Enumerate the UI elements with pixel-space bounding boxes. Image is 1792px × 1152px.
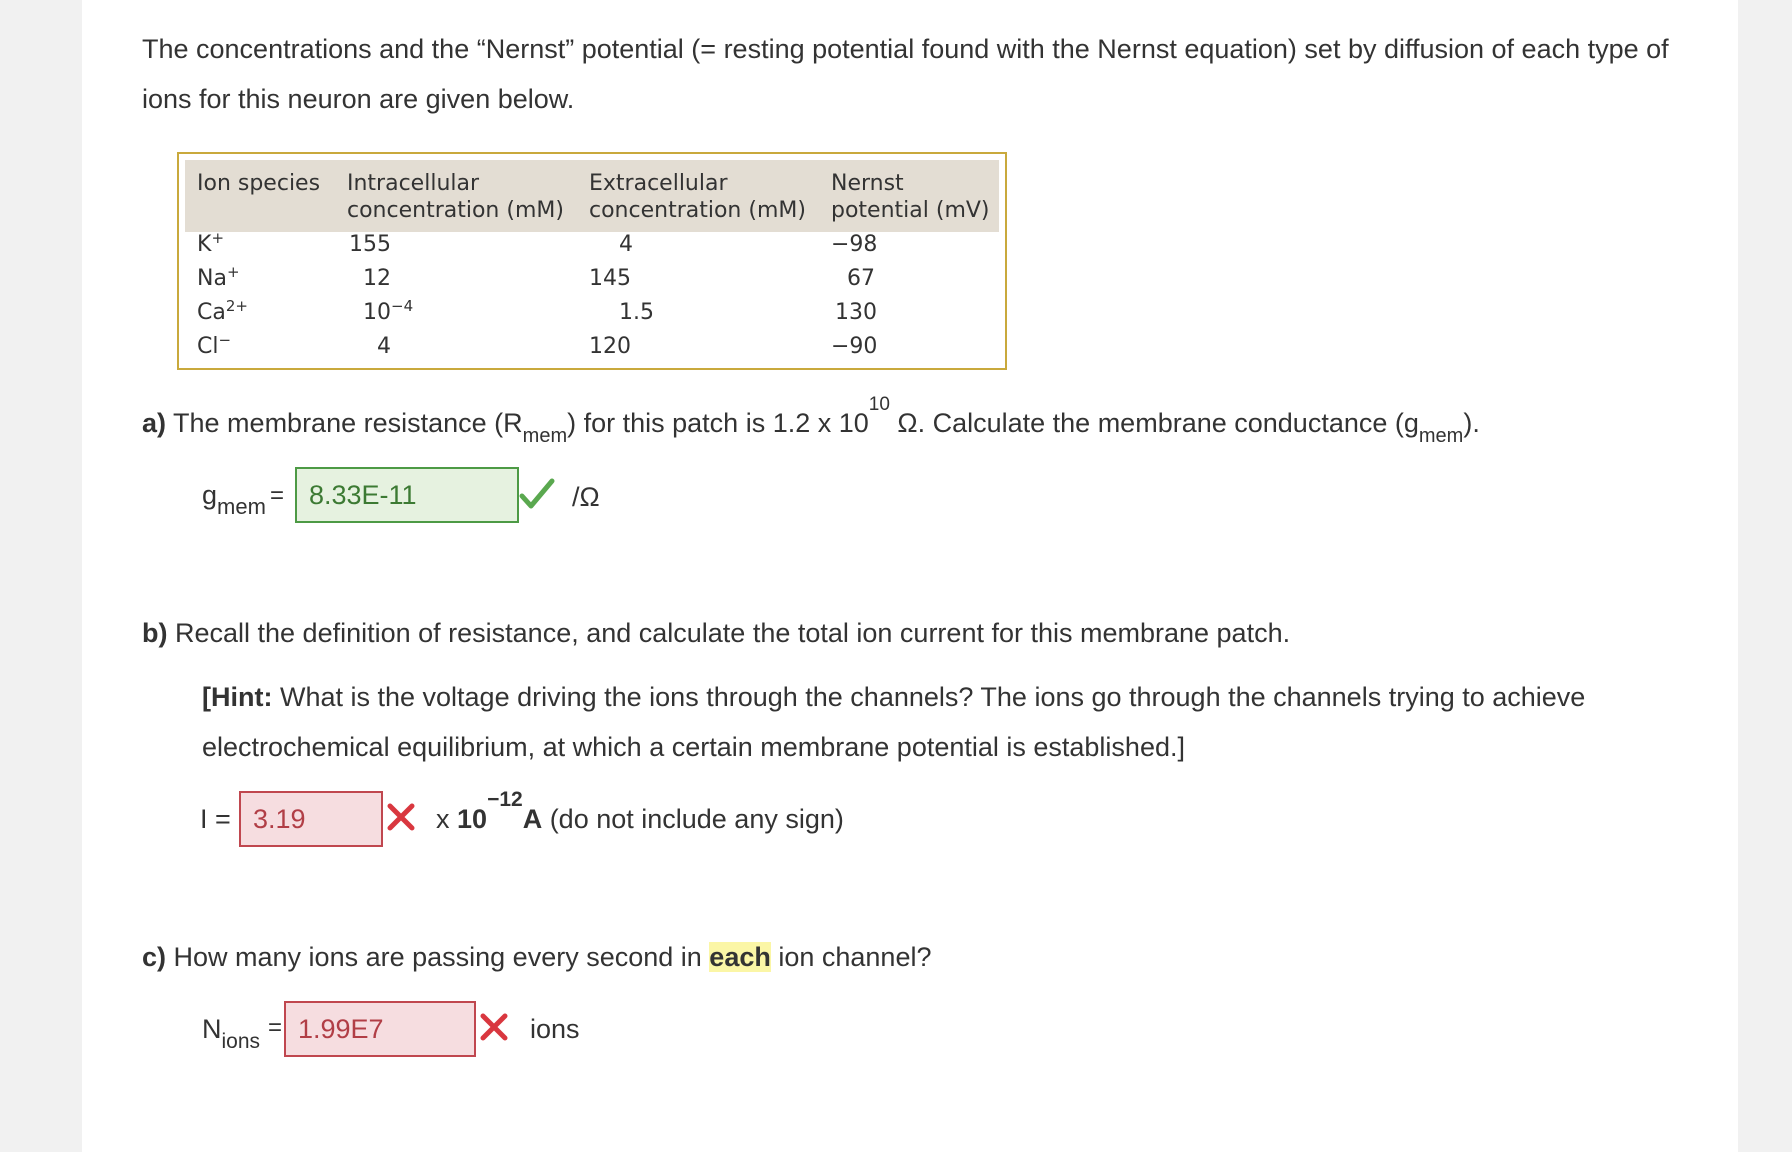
part-b-hint-line-2: electrochemical equilibrium, at which a certain membrane potential is established.] <box>202 732 1185 762</box>
table-cell-intra: 4 <box>377 334 391 359</box>
ion-table <box>177 152 1007 370</box>
header-species: Ion species <box>197 171 321 196</box>
table-cell-intra: 155 <box>349 232 391 257</box>
header-extra-1: Extracellular <box>589 171 728 196</box>
header-nernst-2: potential (mV) <box>831 198 990 223</box>
table-cell-nernst: 130 <box>835 300 877 325</box>
table-row-species: $Ca^{2+}$ <box>197 297 248 325</box>
table-cell-nernst: −98 <box>831 232 878 257</box>
table-cell-intra: 12 <box>363 266 391 291</box>
part-b-question: b) Recall the definition of resistance, and calculate the total ion current for this membrane patch. <box>142 618 1291 648</box>
part-c-question: c) How many ions are passing every second in each ion channel? <box>142 942 932 972</box>
part-b-variable: I = <box>200 804 231 834</box>
checkmark-icon <box>519 477 555 511</box>
part-b-hint-line-1: [Hint: What is the voltage driving the ions through the channels? The ions go through the channels trying to achieve <box>202 682 1586 712</box>
table-cell-extra: 4 <box>619 232 633 257</box>
table-row-species: Cl− <box>197 331 232 359</box>
part-c-unit: ions <box>530 1014 580 1044</box>
highlighted-word: each <box>709 942 771 972</box>
part-c-equals: = <box>268 1014 283 1041</box>
part-b-answer-input[interactable]: 3.19 <box>239 791 383 847</box>
table-cell-nernst: 67 <box>847 266 875 291</box>
table-cell-nernst: −90 <box>831 334 878 359</box>
part-a-variable: $g_{mem}$ <box>202 480 266 519</box>
table-row-species: Na+ <box>197 263 240 291</box>
x-mark-icon <box>386 802 416 832</box>
part-a-equals: = <box>270 482 285 509</box>
header-intra-1: Intracellular <box>347 171 480 196</box>
x-mark-icon <box>479 1012 509 1042</box>
part-a-label: a) <box>142 408 167 438</box>
table-cell-intra: $10^{-4}$ <box>363 297 414 325</box>
table-cell-extra: 120 <box>589 334 631 359</box>
table-cell-extra: 1.5 <box>619 300 654 325</box>
table-cell-extra: 145 <box>589 266 631 291</box>
part-a-answer-input[interactable]: 8.33E-11 <box>295 467 519 523</box>
part-b-label: b) <box>142 618 168 648</box>
part-c-label: c) <box>142 942 167 972</box>
header-intra-2: concentration (mM) <box>347 198 564 223</box>
part-b-unit: x $10^{-12}A$ (do not include any sign) <box>436 788 844 834</box>
header-extra-2: concentration (mM) <box>589 198 806 223</box>
part-a-question: a) The membrane resistance $(R_{mem})$ for this patch is 1.2 x $10^{10}$ Ω. Calculate the membrane conductance $(g_{mem})$. <box>142 394 1480 447</box>
intro-text: The concentrations and the “Nernst” potential (= resting potential found with the Nernst equation) set by diffusion of each type of ions for this neuron are given below. <box>142 34 1669 114</box>
header-nernst-1: Nernst <box>831 171 904 196</box>
part-a-unit: /Ω <box>572 482 600 512</box>
part-c-variable: $N_{ions}$ <box>202 1014 261 1053</box>
table-row-species: K+ <box>197 229 225 257</box>
part-c-answer-input[interactable]: 1.99E7 <box>284 1001 476 1057</box>
